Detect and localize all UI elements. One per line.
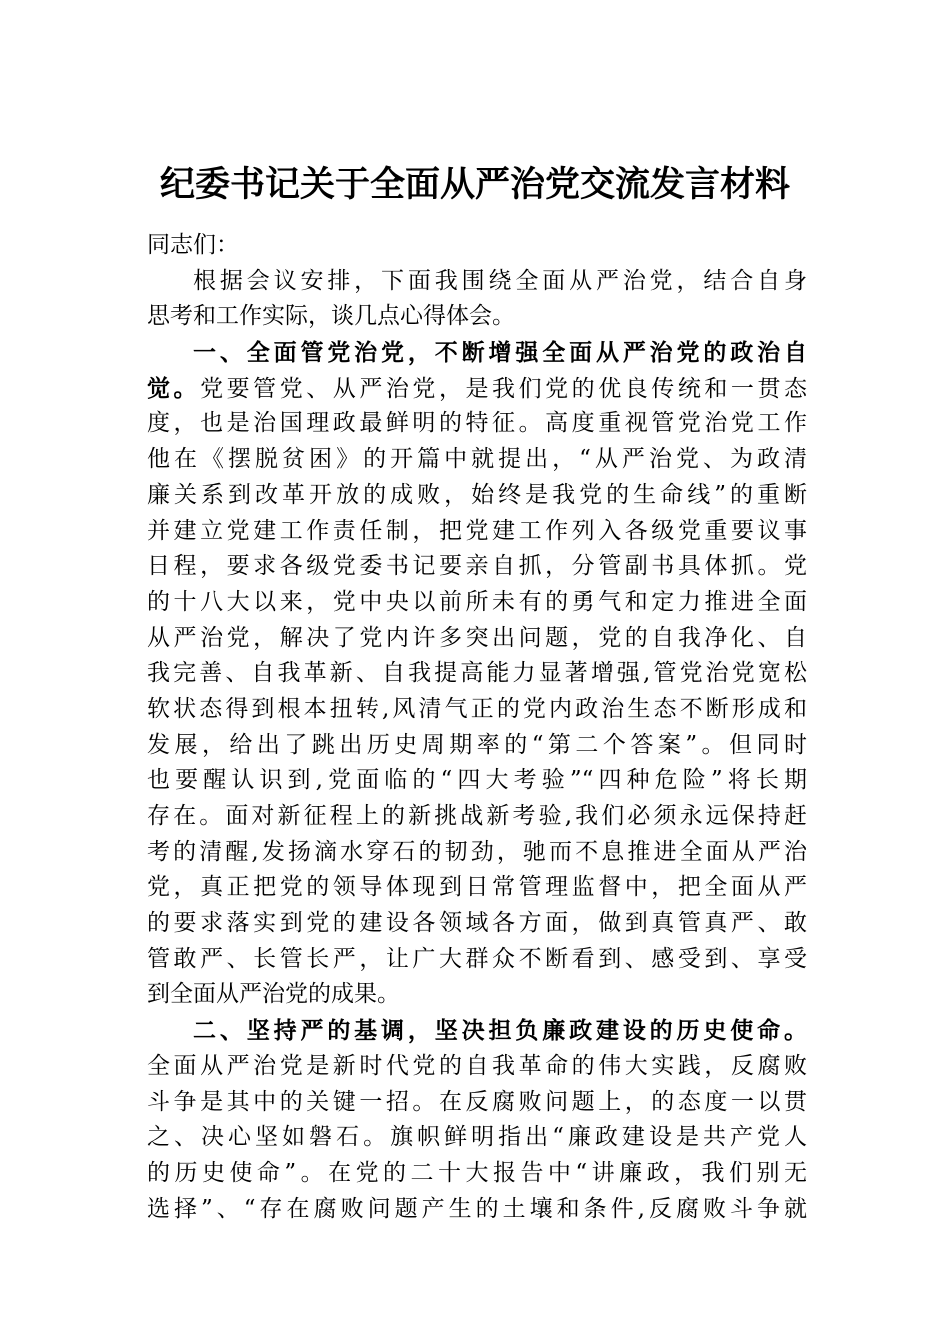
body-text: 斗争是其中的关键一招。在反腐败问题上，的态度一以贯 xyxy=(147,1088,807,1115)
body-text: 他在《摆脱贫困》的开篇中就提出，“从严治党、为政清 xyxy=(147,446,807,473)
document-title: 纪委书记关于全面从严治党交流发言材料 xyxy=(159,164,790,205)
text-line xyxy=(147,799,807,835)
text-line xyxy=(147,977,807,1013)
body-text: 全面从严治党是新时代党的自我革命的伟大实践，反腐败 xyxy=(147,1052,807,1079)
text-line xyxy=(147,763,807,799)
text-line xyxy=(147,906,807,942)
salutation: 同志们： xyxy=(147,232,239,258)
text-line xyxy=(147,1085,807,1121)
body-text: 软状态得到根本扭转,风清气正的党内政治生态不断形成和 xyxy=(147,695,807,722)
text-line xyxy=(147,585,807,621)
text-line xyxy=(147,692,807,728)
text-line xyxy=(147,942,807,978)
body-text: 也要醒认识到,党面临的“四大考验”“四种危险”将长期 xyxy=(147,767,807,794)
text-line xyxy=(147,1013,807,1049)
body-text: 党，真正把党的领导体现到日常管理监督中，把全面从严 xyxy=(147,874,807,901)
heading-text: 一、全面管党治党，不断增强全面从严治党的政治自 xyxy=(193,339,807,367)
heading-text: 二、坚持严的基调，坚决担负廉政建设的历史使命。 xyxy=(193,1017,807,1045)
body-text: 管敢严、长管长严，让广大群众不断看到、感受到、享受 xyxy=(147,945,807,972)
body-text: 的十八大以来，党中央以前所未有的勇气和定力推进全面 xyxy=(147,588,807,615)
heading-text: 觉。 xyxy=(147,374,201,402)
text-line xyxy=(147,335,807,371)
text-line xyxy=(147,549,807,585)
text-line xyxy=(147,514,807,550)
text-line xyxy=(147,621,807,657)
text-line xyxy=(147,1120,807,1156)
text-line xyxy=(147,478,807,514)
body-text: 党要管党、从严治党，是我们党的优良传统和一贯态 xyxy=(200,375,808,402)
text-line xyxy=(147,1049,807,1085)
text-line xyxy=(147,442,807,478)
body-text: 选择”、“存在腐败问题产生的土壤和条件,反腐败斗争就 xyxy=(147,1195,807,1222)
body-text: 我完善、自我革新、自我提高能力显著增强,管党治党宽松 xyxy=(147,660,807,687)
text-line xyxy=(147,870,807,906)
text-line xyxy=(147,406,807,442)
body-text: 考的清醒,发扬滴水穿石的韧劲，驰而不息推进全面从严治 xyxy=(147,838,807,865)
text-line xyxy=(147,1192,807,1228)
body-text: 从严治党，解决了党内许多突出问题，党的自我净化、自 xyxy=(147,624,807,651)
document-body xyxy=(147,228,807,1227)
body-text: 发展，给出了跳出历史周期率的“第二个答案”。但同时 xyxy=(147,731,807,758)
body-text: 思考和工作实际，谈几点心得体会。 xyxy=(147,303,515,330)
body-text: 的要求落实到党的建设各领域各方面，做到真管真严、敢 xyxy=(147,910,807,937)
body-text: 之、决心坚如磐石。旗帜鲜明指出“廉政建设是共产党人 xyxy=(147,1124,807,1151)
text-line xyxy=(147,728,807,764)
text-line xyxy=(147,299,807,335)
body-text: 到全面从严治党的成果。 xyxy=(147,981,400,1008)
body-text: 度，也是治国理政最鲜明的特征。高度重视管党治党工作 xyxy=(147,410,807,437)
body-text: 并建立党建工作责任制，把党建工作列入各级党重要议事 xyxy=(147,517,807,544)
paragraph-lines xyxy=(147,264,807,1228)
text-line xyxy=(147,1156,807,1192)
body-text: 廉关系到改革开放的成败，始终是我党的生命线”的重断 xyxy=(147,481,807,508)
body-text: 存在。面对新征程上的新挑战新考验,我们必须永远保持赶 xyxy=(147,803,807,829)
text-line xyxy=(147,835,807,871)
body-text: 根据会议安排，下面我围绕全面从严治党，结合自身 xyxy=(193,267,807,294)
text-line xyxy=(147,371,807,407)
text-line xyxy=(147,264,807,300)
text-line xyxy=(147,656,807,692)
body-text: 的历史使命”。在党的二十大报告中“讲廉政，我们别无 xyxy=(147,1159,807,1186)
body-text: 日程，要求各级党委书记要亲自抓，分管副书具体抓。党 xyxy=(147,553,807,580)
